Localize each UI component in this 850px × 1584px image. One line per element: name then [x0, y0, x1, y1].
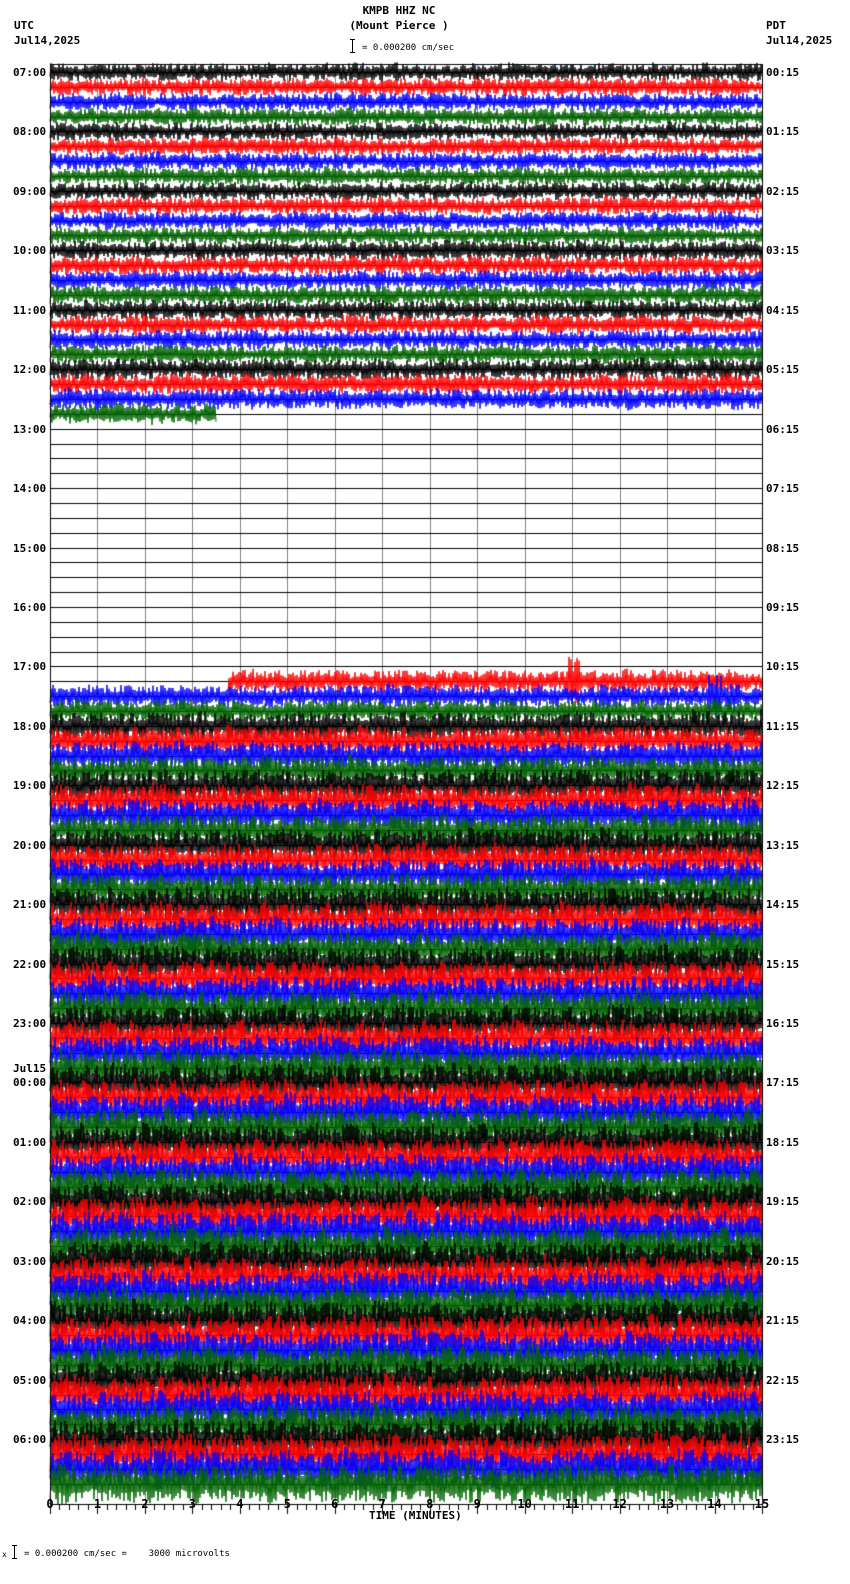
- utc-hour-label: 01:00: [13, 1135, 47, 1149]
- utc-hour-label: 18:00: [13, 719, 47, 733]
- footer-scale-prefix: x: [2, 1550, 7, 1559]
- x-tick-label: 2: [141, 1497, 149, 1511]
- pdt-hour-label: 07:15: [766, 482, 800, 496]
- utc-hour-label: 07:00: [13, 66, 47, 79]
- pdt-hour-label: 14:15: [766, 898, 800, 912]
- x-tick-label: 11: [564, 1497, 580, 1511]
- pdt-hour-label: 03:15: [766, 244, 800, 258]
- utc-hour-label: 13:00: [13, 422, 47, 436]
- utc-hour-label: 00:00: [13, 1076, 47, 1090]
- pdt-hour-label: 04:15: [766, 303, 800, 317]
- pdt-hour-label: 22:15: [766, 1373, 800, 1387]
- utc-hour-label: 14:00: [13, 482, 47, 496]
- utc-hour-label: 08:00: [13, 125, 47, 139]
- x-tick-label: 10: [517, 1497, 532, 1511]
- utc-hour-label: 04:00: [13, 1314, 47, 1328]
- scale-bar-icon: [352, 39, 358, 53]
- utc-hour-label: 15:00: [13, 541, 47, 555]
- pdt-hour-label: 08:15: [766, 541, 800, 555]
- utc-hour-label: 06:00: [13, 1433, 47, 1447]
- utc-hour-label: 11:00: [13, 303, 47, 317]
- x-tick-label: 3: [188, 1497, 196, 1511]
- pdt-hour-label: 19:15: [766, 1195, 800, 1209]
- x-tick-label: 1: [93, 1497, 102, 1511]
- utc-hour-label: 05:00: [13, 1373, 47, 1387]
- pdt-hour-label: 00:15: [766, 66, 800, 79]
- station-location: (Mount Pierce ): [349, 19, 449, 32]
- date-change-label: Jul15: [13, 1062, 47, 1076]
- footer-scale-text: = 0.000200 cm/sec = 3000 microvolts: [24, 1549, 230, 1559]
- x-tick-label: 8: [426, 1497, 434, 1511]
- pdt-hour-label: 12:15: [766, 779, 800, 793]
- utc-hour-label: 10:00: [13, 244, 47, 258]
- x-tick-label: 7: [378, 1497, 386, 1511]
- pdt-hour-label: 01:15: [766, 125, 800, 139]
- pdt-hour-label: 02:15: [766, 184, 800, 198]
- utc-hour-label: 17:00: [13, 660, 47, 674]
- utc-hour-label: 12:00: [13, 363, 47, 377]
- right-date-label: Jul14,2025: [766, 34, 833, 47]
- x-axis-title: TIME (MINUTES): [369, 1509, 462, 1522]
- x-tick-label: 0: [46, 1497, 54, 1511]
- pdt-hour-label: 17:15: [766, 1076, 800, 1090]
- utc-hour-label: 09:00: [13, 184, 47, 198]
- pdt-hour-label: 20:15: [766, 1254, 800, 1268]
- x-tick-label: 14: [707, 1497, 722, 1511]
- pdt-hour-label: 15:15: [766, 957, 800, 971]
- utc-hour-label: 20:00: [13, 838, 47, 852]
- pdt-hour-label: 21:15: [766, 1314, 800, 1328]
- x-tick-label: 12: [612, 1497, 627, 1511]
- header-scale-text: = 0.000200 cm/sec: [362, 43, 455, 53]
- footer-scale-bar-icon: [14, 1545, 20, 1559]
- pdt-hour-label: 13:15: [766, 838, 800, 852]
- pdt-hour-label: 05:15: [766, 363, 800, 377]
- left-date-label: Jul14,2025: [14, 34, 81, 47]
- pdt-hour-label: 16:15: [766, 1017, 800, 1031]
- x-tick-label: 5: [283, 1497, 291, 1511]
- pdt-hour-label: 18:15: [766, 1135, 800, 1149]
- utc-hour-label: 03:00: [13, 1254, 47, 1268]
- utc-hour-label: 16:00: [13, 600, 47, 614]
- x-tick-label: 4: [236, 1497, 244, 1511]
- station-title: KMPB HHZ NC: [362, 4, 436, 17]
- utc-hour-label: 22:00: [13, 957, 47, 971]
- x-tick-label: 9: [473, 1497, 481, 1511]
- x-tick-label: 15: [754, 1497, 770, 1511]
- right-timezone-label: PDT: [766, 19, 786, 32]
- left-timezone-label: UTC: [14, 19, 34, 32]
- pdt-hour-label: 11:15: [766, 719, 800, 733]
- utc-hour-label: 19:00: [13, 779, 47, 793]
- x-tick-label: 13: [659, 1497, 675, 1511]
- pdt-hour-label: 10:15: [766, 660, 800, 674]
- pdt-hour-label: 06:15: [766, 422, 800, 436]
- utc-hour-label: 23:00: [13, 1017, 47, 1031]
- utc-hour-label: 21:00: [13, 898, 47, 912]
- pdt-hour-label: 23:15: [766, 1433, 800, 1447]
- x-tick-label: 6: [331, 1497, 339, 1511]
- pdt-hour-label: 09:15: [766, 600, 800, 614]
- utc-hour-label: 02:00: [13, 1195, 47, 1209]
